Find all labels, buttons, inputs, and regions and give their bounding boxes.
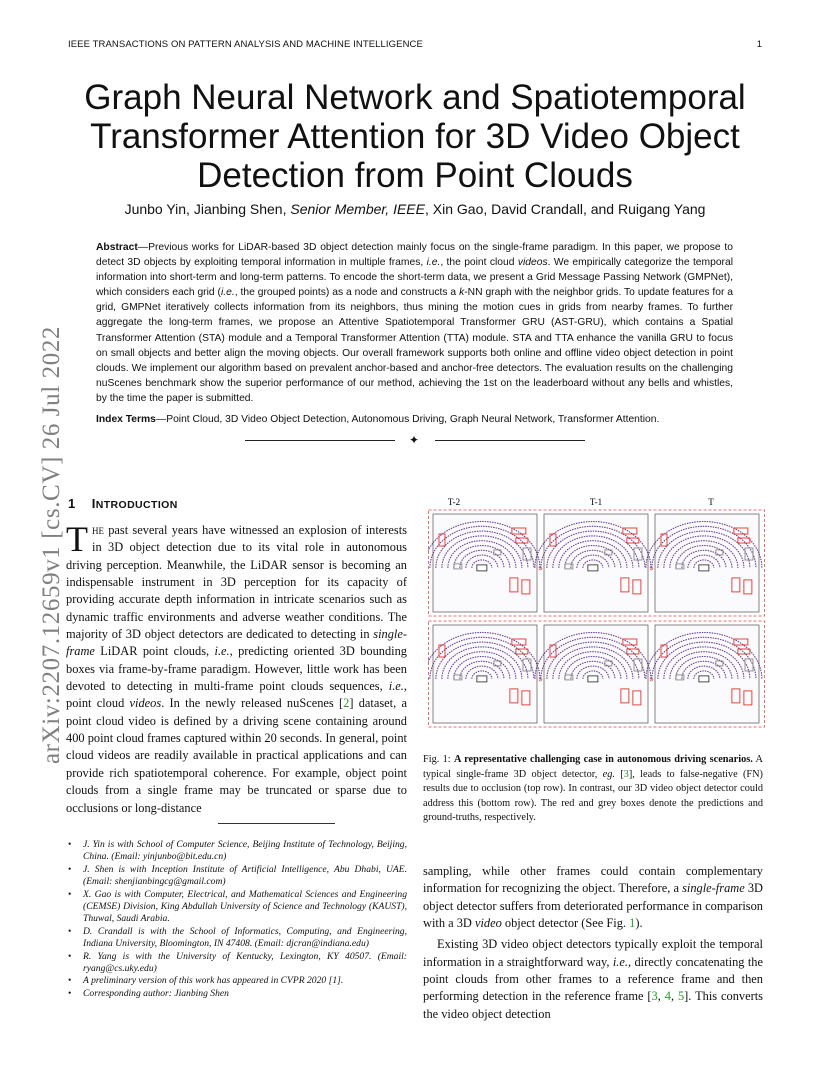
figure-image <box>428 495 765 740</box>
abstract-text: . We empirically categorize the temporal information into short-term and long-term patterns. To encode the short-term data, we present a Grid Message Passing Network (GMPNet), which considers each grid ( <box>96 257 734 299</box>
citation-link[interactable]: 4 <box>664 989 671 1004</box>
caption-text: eg. <box>602 768 615 780</box>
intro-text: LiDAR point clouds, <box>94 644 215 659</box>
body-text: 3D object detector suffers from deteriorated performance in comparison with a 3D <box>423 881 763 931</box>
footnote-item: • Corresponding author: Jianbing Shen <box>66 988 407 1000</box>
drop-cap: T <box>66 519 88 559</box>
abstract-text: k <box>459 287 465 299</box>
intro-text: videos <box>129 696 162 711</box>
intro-text: , predicting oriented 3D bounding boxes via frame-by-frame paradigm. However, little work has been devoted to detecting in multi-frame point clouds sequences, <box>66 644 407 694</box>
divider-line <box>435 440 585 441</box>
intro-text: single-frame <box>66 627 407 659</box>
footnote-item: • J. Shen is with Inception Institute of Artificial Intelligence, Abu Dhabi, UAE. (Email: shenjianbingcg@gmail.com) <box>66 864 407 889</box>
divider-line <box>245 440 395 441</box>
section-title-rest: NTRODUCTION <box>95 499 178 511</box>
body-text: ). <box>635 916 643 931</box>
body-text: sampling, while other frames could contain complementary information for recognizing the object. Therefore, a <box>423 864 763 896</box>
ego-vehicle <box>477 676 487 682</box>
author-list <box>70 201 760 217</box>
abstract-text: —Previous works for LiDAR-based 3D object detection mainly focus on the single-frame paradigm. In this paper, we propose to detect 3D objects by exploiting temporal information in multiple frames, <box>96 242 733 269</box>
abstract-text: , the grouped points) as a node and constructs a <box>234 287 460 299</box>
section-divider <box>245 433 585 447</box>
abstract-text: i.e. <box>426 257 441 269</box>
intro-text: past several years have witnessed an explosion of interests in 3D object detection due to its vital role in autonomous driving perception. Meanwhile, the LiDAR sensor is becoming an indispensable instrument in 3D perception for its capacity of providing accurate depth information in intricate scenarios such as dynamic traffic environments and adverse weather conditions. The majority of 3D object detectors are dedicated to detecting in <box>66 523 407 642</box>
paper-title <box>70 78 760 195</box>
point-cloud-panel <box>535 514 654 612</box>
caption-text: ], leads to false-negative (FN) results due to occlusion (top row). In contrast, our 3D video object detector could address this (bottom row). The red and grey boxes denote the predictions and ground-truths, respectively. <box>423 768 763 824</box>
abstract-label: Abstract <box>96 242 138 253</box>
caption-text: [ <box>614 768 624 780</box>
intro-text: ] dataset, a point cloud video is defined by a driving scene containing around 400 point cloud frames captured within 20 seconds. In general, point cloud videos are readily available in practical applications and can provide rich spatiotemporal coherence. For example, object point clouds from a single frame may be truncated or sparse due to occlusions or long-distance <box>66 696 407 815</box>
arrow-icon: » <box>649 563 654 573</box>
abstract-text: videos <box>517 257 548 269</box>
section-first-letter: I <box>91 496 96 511</box>
ego-vehicle <box>477 565 487 571</box>
arrow-icon: » <box>538 674 543 684</box>
body-text: , directly concatenating the point clouds from other frames to a reference frame and then performing detection in the reference frame [ <box>423 954 763 1004</box>
intro-text: , point cloud <box>66 679 407 711</box>
title-line: Transformer Attention for 3D Video Object <box>90 117 740 156</box>
arrow-icon: » <box>538 563 543 573</box>
footnote-rule <box>218 823 335 824</box>
footnote-item: • R. Yang is with the University of Kentucky, Lexington, KY 40507. (Email: ryang@cs.uky.edu) <box>66 951 407 976</box>
citation-link[interactable]: 5 <box>677 989 685 1004</box>
intro-text: i.e. <box>214 644 230 659</box>
paragraph <box>423 936 763 1023</box>
citation-link[interactable]: 3 <box>623 768 629 780</box>
footnote-item: • A preliminary version of this work has appeared in CVPR 2020 [1]. <box>66 975 407 987</box>
section-number: 1 <box>68 496 76 511</box>
abstract <box>96 240 733 406</box>
abstract-text: i.e. <box>220 287 235 299</box>
point-cloud-panel <box>428 625 543 723</box>
footnote-item: • D. Crandall is with the School of Informatics, Computing, and Engineering, Indiana University, Bloomington, IN 47408. (Email: djcran@indiana.edu) <box>66 926 407 951</box>
point-cloud-panel <box>535 625 654 723</box>
citation-link[interactable]: 2 <box>343 696 350 711</box>
abstract-text: , the point cloud <box>440 257 518 269</box>
ego-vehicle <box>699 676 709 682</box>
section-heading <box>68 496 178 511</box>
point-cloud-panel <box>646 625 762 723</box>
column-label-t1: T-1 <box>589 497 603 507</box>
caption-bold: A representative challenging case in autonomous driving scenarios. <box>453 754 753 765</box>
figure-caption <box>423 753 763 826</box>
paragraph <box>423 863 763 932</box>
body-text: video <box>474 916 502 931</box>
point-cloud-panel <box>646 514 762 612</box>
journal-header: IEEE TRANSACTIONS ON PATTERN ANALYSIS AND MACHINE INTELLIGENCE <box>68 39 423 50</box>
divider-diamond-icon: ✦ <box>409 433 420 447</box>
intro-smallcaps: he <box>92 523 104 537</box>
index-terms-text: —Point Cloud, 3D Video Object Detection, Autonomous Driving, Graph Neural Network, Transformer Attention. <box>155 414 660 425</box>
column-label-t: T <box>708 497 714 507</box>
point-cloud-panel <box>428 514 543 612</box>
intro-text: . In the newly released nuScenes [ <box>161 696 344 711</box>
right-column-text <box>423 863 763 1023</box>
authors-text: Junbo Yin, Jianbing Shen, <box>124 201 291 217</box>
abstract-text: -NN graph with the neighbor grids. To update features for a grid, GMPNet iteratively collects information from its neighbors, thus mining the motion cues in grids from nearby frames. To further aggregate the long-term frames, we propose an Attentive Spatiotemporal Transformer GRU (AST-GRU), which contains a Spatial Transformer Attention (STA) module and a Temporal Transformer Attention (TTA) module. STA and TTA enhance the vanilla GRU to focus on small objects and better align the moving objects. Our overall framework supports both online and offline video object detection in point clouds. We implement our algorithm based on prevalent anchor-based and anchor-free detectors. The evaluation results on the challenging nuScenes benchmark show the superior performance of our method, achieving the 1st on the leaderboard without any bells and whistles, by the time the paper is submitted. <box>96 287 734 404</box>
figure-1 <box>428 495 765 740</box>
body-text: i.e. <box>612 954 628 969</box>
column-label-t2: T-2 <box>447 497 461 507</box>
authors-text: , Xin Gao, David Crandall, and Ruigang Yang <box>424 201 706 217</box>
body-text: ]. This converts the video object detection <box>423 989 763 1021</box>
author-role: Senior Member, IEEE <box>290 201 425 217</box>
citation-link[interactable]: 3 <box>651 989 658 1004</box>
footnote-item: • J. Yin is with School of Computer Science, Beijing Institute of Technology, Beijing, China. (Email: yinjunbo@bit.edu.cn) <box>66 839 407 864</box>
body-text: single-frame <box>682 881 745 896</box>
body-text: , <box>657 989 665 1004</box>
page-number: 1 <box>756 39 762 50</box>
ego-vehicle <box>588 676 598 682</box>
caption-label: Fig. 1: <box>423 754 454 765</box>
index-terms <box>96 412 733 427</box>
footnote-list <box>66 839 407 1000</box>
ego-vehicle <box>699 565 709 571</box>
figure-ref-link[interactable]: 1 <box>629 916 636 931</box>
body-text: , <box>670 989 678 1004</box>
intro-text: i.e. <box>388 679 404 694</box>
body-text: object detector (See Fig. <box>501 916 630 931</box>
title-line: Detection from Point Clouds <box>197 156 633 195</box>
intro-paragraph <box>66 519 407 817</box>
index-terms-label: Index Terms <box>96 414 156 425</box>
arrow-icon: » <box>649 674 654 684</box>
title-line: Graph Neural Network and Spatiotemporal <box>84 78 746 117</box>
body-text: Existing 3D video object detectors typically exploit the temporal information in a straightforward way, <box>423 937 763 969</box>
ego-vehicle <box>588 565 598 571</box>
caption-text: A typical single-frame 3D object detector, <box>423 754 763 780</box>
footnote-item: • X. Gao is with Computer, Electrical, and Mathematical Sciences and Engineering (CEMSE) Division, King Abdullah University of Science and Technology (KAUST), Thuwal, Saudi Arabia. <box>66 889 407 926</box>
arxiv-stamp: arXiv:2207.12659v1 [cs.CV] 26 Jul 2022 <box>38 325 65 765</box>
